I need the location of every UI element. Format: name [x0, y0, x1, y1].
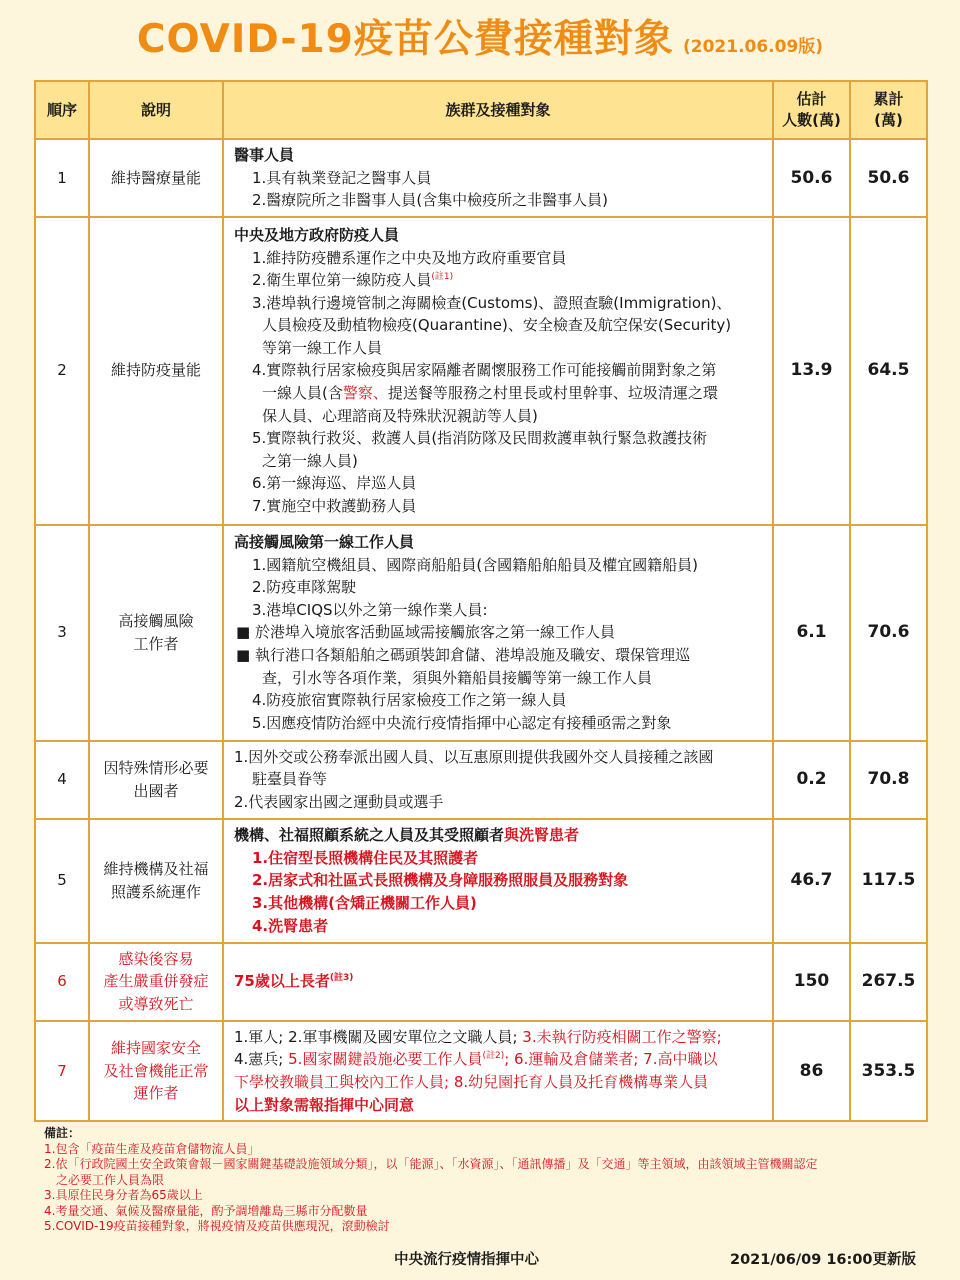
row-cumulative: 267.5 — [850, 943, 927, 1021]
group-line: 4.洗腎患者 — [252, 916, 329, 935]
row-order: 7 — [35, 1021, 89, 1121]
row-desc: 維持防疫量能 — [89, 217, 223, 525]
row-cumulative: 353.5 — [850, 1021, 927, 1121]
group-line: 3.港埠CIQS以外之第一線作業人員: — [252, 600, 488, 619]
row-groups — [223, 943, 773, 1021]
highlight-police: 警察、 — [342, 384, 388, 403]
table-row — [35, 139, 927, 217]
group-line: 6.第一線海巡、岸巡人員 — [252, 474, 417, 493]
row-estimate: 46.7 — [773, 819, 850, 943]
row-order: 4 — [35, 741, 89, 819]
header-cumulative: 累計 (萬) — [850, 81, 927, 139]
group-heading: 醫事人員 — [234, 146, 295, 164]
group-line: 2.代表國家出國之運動員或選手 — [234, 793, 444, 812]
row-groups — [223, 525, 773, 741]
group-line: 1.因外交或公務奉派出國人員、以互惠原則提供我國外交人員接種之該國 — [234, 747, 714, 766]
row-groups — [223, 741, 773, 819]
note-item: 5.COVID-19疫苗接種對象，將視疫情及疫苗供應現況，滾動檢討 — [44, 1219, 390, 1233]
group-line: 1.住宿型長照機構住民及其照護者 — [252, 848, 479, 867]
table-row — [35, 1021, 927, 1121]
group-line: 75歲以上長者$^{(註3)}$ — [234, 972, 354, 991]
group-line: 以上對象需報指揮中心同意 — [234, 1095, 415, 1114]
row-desc: 因特殊情形必要 出國者 — [89, 741, 223, 819]
row-cumulative: 64.5 — [850, 217, 927, 525]
row-groups — [223, 819, 773, 943]
note-item: 之必要工作人員為限 — [56, 1172, 165, 1187]
page-title: COVID-19疫苗公費接種對象 — [136, 17, 674, 62]
row-order: 6 — [35, 943, 89, 1021]
row-cumulative: 70.6 — [850, 525, 927, 741]
row-estimate: 6.1 — [773, 525, 850, 741]
title-bar — [0, 8, 960, 76]
footnote-ref: (註2) — [482, 1051, 505, 1062]
group-heading: 中央及地方政府防疫人員 — [234, 225, 400, 244]
group-line: 駐臺員眷等 — [252, 770, 328, 789]
note-item: 2.依「行政院國土安全政策會報－國家關鍵基礎設施領域分類」，以「能源」、「水資源」、「通訊傳播」及「交通」等主領域，由該領域主管機關認定 — [44, 1157, 818, 1171]
group-line: 保人員、心理諮商及特殊狀況親訪等人員) — [262, 406, 538, 425]
row-desc: 維持機構及社福 照護系統運作 — [89, 819, 223, 943]
table-row — [35, 217, 927, 525]
group-line: 5.因應疫情防治經中央流行疫情指揮中心認定有接種亟需之對象 — [252, 713, 672, 732]
header-estimate: 估計 人數(萬) — [773, 81, 850, 139]
group-line: 1.國籍航空機組員、國際商船船員(含國籍船舶船員及權宜國籍船員) — [252, 555, 699, 574]
table-row — [35, 741, 927, 819]
row-order: 3 — [35, 525, 89, 741]
row-cumulative: 70.8 — [850, 741, 927, 819]
row-groups — [223, 139, 773, 217]
row-order: 5 — [35, 819, 89, 943]
footer-agency: 中央流行疫情指揮中心 — [394, 1252, 539, 1268]
row-desc: 高接觸風險 工作者 — [89, 525, 223, 741]
row-estimate: 0.2 — [773, 741, 850, 819]
group-heading: 機構、社福照顧系統之人員及其受照顧者與洗腎患者 — [234, 826, 580, 845]
notes-title: 備註： — [44, 1126, 81, 1140]
square-bullet-icon: ■ — [236, 646, 251, 665]
group-line: 一線人員(含警察、提送餐等服務之村里長或村里幹事、垃圾清運之環 — [262, 384, 718, 403]
group-line: 1.軍人; 2.軍事機關及國安單位之文職人員; 3.未執行防疫相關工作之警察; — [234, 1027, 722, 1046]
group-line: 3.港埠執行邊境管制之海關檢查(Customs)、證照查驗(Immigration)、 — [252, 293, 732, 312]
notes-section — [44, 1126, 944, 1235]
note-item: 1.包含「疫苗生產及疫苗倉儲物流人員」 — [44, 1141, 260, 1156]
group-heading: 高接觸風險第一線工作人員 — [234, 533, 415, 552]
header-groups: 族群及接種對象 — [223, 81, 773, 139]
group-line: 之第一線人員) — [262, 451, 358, 470]
group-bullet-line: ■ 於港埠入境旅客活動區域需接觸旅客之第一線工作人員 — [236, 623, 615, 642]
header-desc: 說明 — [89, 81, 223, 139]
group-line: 2.防疫車隊駕駛 — [252, 578, 357, 597]
group-line: 2.衛生單位第一線防疫人員$^{(註1)}$ — [252, 271, 454, 290]
footnote-ref: (註3) — [329, 973, 354, 984]
footnote-ref: (註1) — [431, 272, 454, 283]
group-bullet-line: ■ 執行港口各類船舶之碼頭裝卸倉儲、港埠設施及職安、環保管理巡 — [236, 646, 690, 665]
group-line: 人員檢疫及動植物檢疫(Quarantine)、安全檢查及航空保安(Security) — [262, 316, 732, 335]
group-line: 4.憲兵; 5.國家關鍵設施必要工作人員$^{(註2)}$; 6.運輸及倉儲業者; 7.高中職以 — [234, 1050, 718, 1069]
table-row — [35, 525, 927, 741]
table-header-row — [35, 81, 927, 139]
version-label: (2021.06.09版) — [682, 37, 824, 57]
group-line: 7.實施空中救護勤務人員 — [252, 497, 417, 516]
group-line: 等第一線工作人員 — [262, 338, 383, 357]
group-line: 2.醫療院所之非醫事人員(含集中檢疫所之非醫事人員) — [252, 191, 609, 210]
row-cumulative: 117.5 — [850, 819, 927, 943]
footer-updated: 2021/06/09 16:00更新版 — [729, 1252, 916, 1268]
row-groups — [223, 217, 773, 525]
row-estimate: 150 — [773, 943, 850, 1021]
group-line: 1.維持防疫體系運作之中央及地方政府重要官員 — [252, 248, 567, 267]
group-line: 下學校教職員工與校內工作人員; 8.幼兒園托育人員及托育機構專業人員 — [234, 1072, 709, 1091]
group-line: 1.具有執業登記之醫事人員 — [252, 168, 432, 187]
group-line: 查，引水等各項作業，須與外籍船員接觸等第一線工作人員 — [262, 668, 653, 687]
row-estimate: 50.6 — [773, 139, 850, 217]
note-item: 3.具原住民身分者為65歲以上 — [44, 1188, 203, 1202]
row-desc: 感染後容易 產生嚴重併發症 或導致死亡 — [89, 943, 223, 1021]
row-groups — [223, 1021, 773, 1121]
row-desc: 維持醫療量能 — [89, 139, 223, 217]
group-line: 2.居家式和社區式長照機構及身障服務照服員及服務對象 — [252, 871, 629, 890]
table-row — [35, 943, 927, 1021]
vaccine-priority-table — [34, 80, 928, 1122]
group-line: 5.實際執行救災、救護人員(指消防隊及民間救護車執行緊急救護技術 — [252, 429, 708, 448]
row-order: 1 — [35, 139, 89, 217]
header-order: 順序 — [35, 81, 89, 139]
table-row — [35, 819, 927, 943]
group-line: 3.其他機構(含矯正機關工作人員) — [252, 894, 477, 913]
row-estimate: 13.9 — [773, 217, 850, 525]
note-item: 4.考量交通、氣候及醫療量能，酌予調增離島三縣市分配數量 — [44, 1203, 368, 1218]
row-desc: 維持國家安全 及社會機能正常 運作者 — [89, 1021, 223, 1121]
group-line: 4.實際執行居家檢疫與居家隔離者關懷服務工作可能接觸前開對象之第 — [252, 361, 717, 380]
row-estimate: 86 — [773, 1021, 850, 1121]
square-bullet-icon: ■ — [236, 623, 251, 642]
group-line: 4.防疫旅宿實際執行居家檢疫工作之第一線人員 — [252, 691, 567, 710]
row-cumulative: 50.6 — [850, 139, 927, 217]
row-order: 2 — [35, 217, 89, 525]
